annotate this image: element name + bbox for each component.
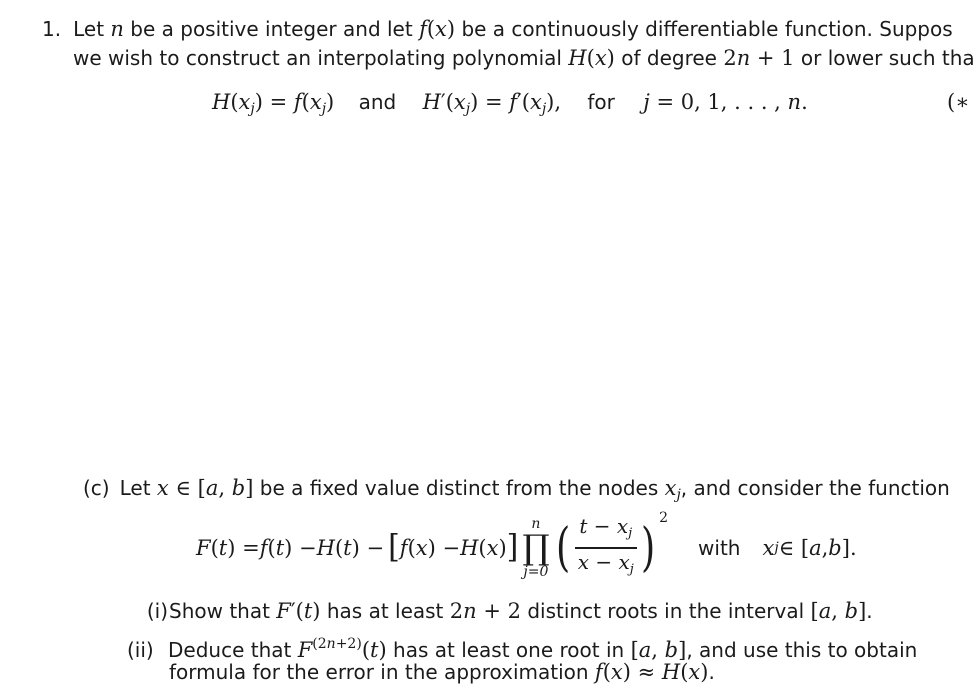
- part-c-item-i: (i)Show that F′(t) has at least 2n + 2 distinct roots in the interval [a, b].: [132, 598, 873, 624]
- item-ii-label: (ii): [127, 638, 154, 662]
- problem-intro-line-2: we wish to construct an interpolating polynomial H(x) of degree 2n + 1 or lower such tha: [73, 46, 975, 70]
- with-word: with: [698, 536, 741, 560]
- part-c-label: (c): [83, 476, 110, 500]
- for-word: for: [587, 90, 615, 114]
- part-c-intro: (c) Let x ∈ [a, b] be a fixed value distinct from the nodes $x_j$, and consider the function: [83, 476, 950, 503]
- F-function-definition: F ( t ) = f ( t ) − H ( t ) − [ f ( x ) − H ( x ) ] n ∏ j=0 ( $\frac{t - x_j}{x - x_j}$ ) 2 with x j ∈ [ a , b ].: [196, 510, 857, 580]
- part-c-item-ii: (ii) Deduce that $F^{(2n+2)}(t)$ has at least one root in [a, b], and use this to obtain: [127, 636, 918, 662]
- problem-number: 1.: [42, 17, 62, 41]
- item-i-label: (i): [146, 599, 168, 623]
- node-ratio-fraction: $\frac{t - x_j}{x - x_j}$: [575, 515, 637, 581]
- part-c-item-ii-line-2: formula for the error in the approximation f(x) ≈ H(x).: [169, 660, 715, 684]
- and-word: and: [358, 90, 397, 114]
- equation-tag: (∗: [947, 90, 970, 114]
- product-operator: n ∏ j=0: [522, 516, 550, 580]
- problem-intro-line-1: 1. Let n be a positive integer and let f(x) be a continuously differentiable function. Suppos: [42, 17, 953, 41]
- hermite-conditions-equation: $H(x_j) = f(x_j)$ and $H'(x_j) = f'(x_j)$, for j = 0, 1, . . . , n.: [212, 90, 808, 117]
